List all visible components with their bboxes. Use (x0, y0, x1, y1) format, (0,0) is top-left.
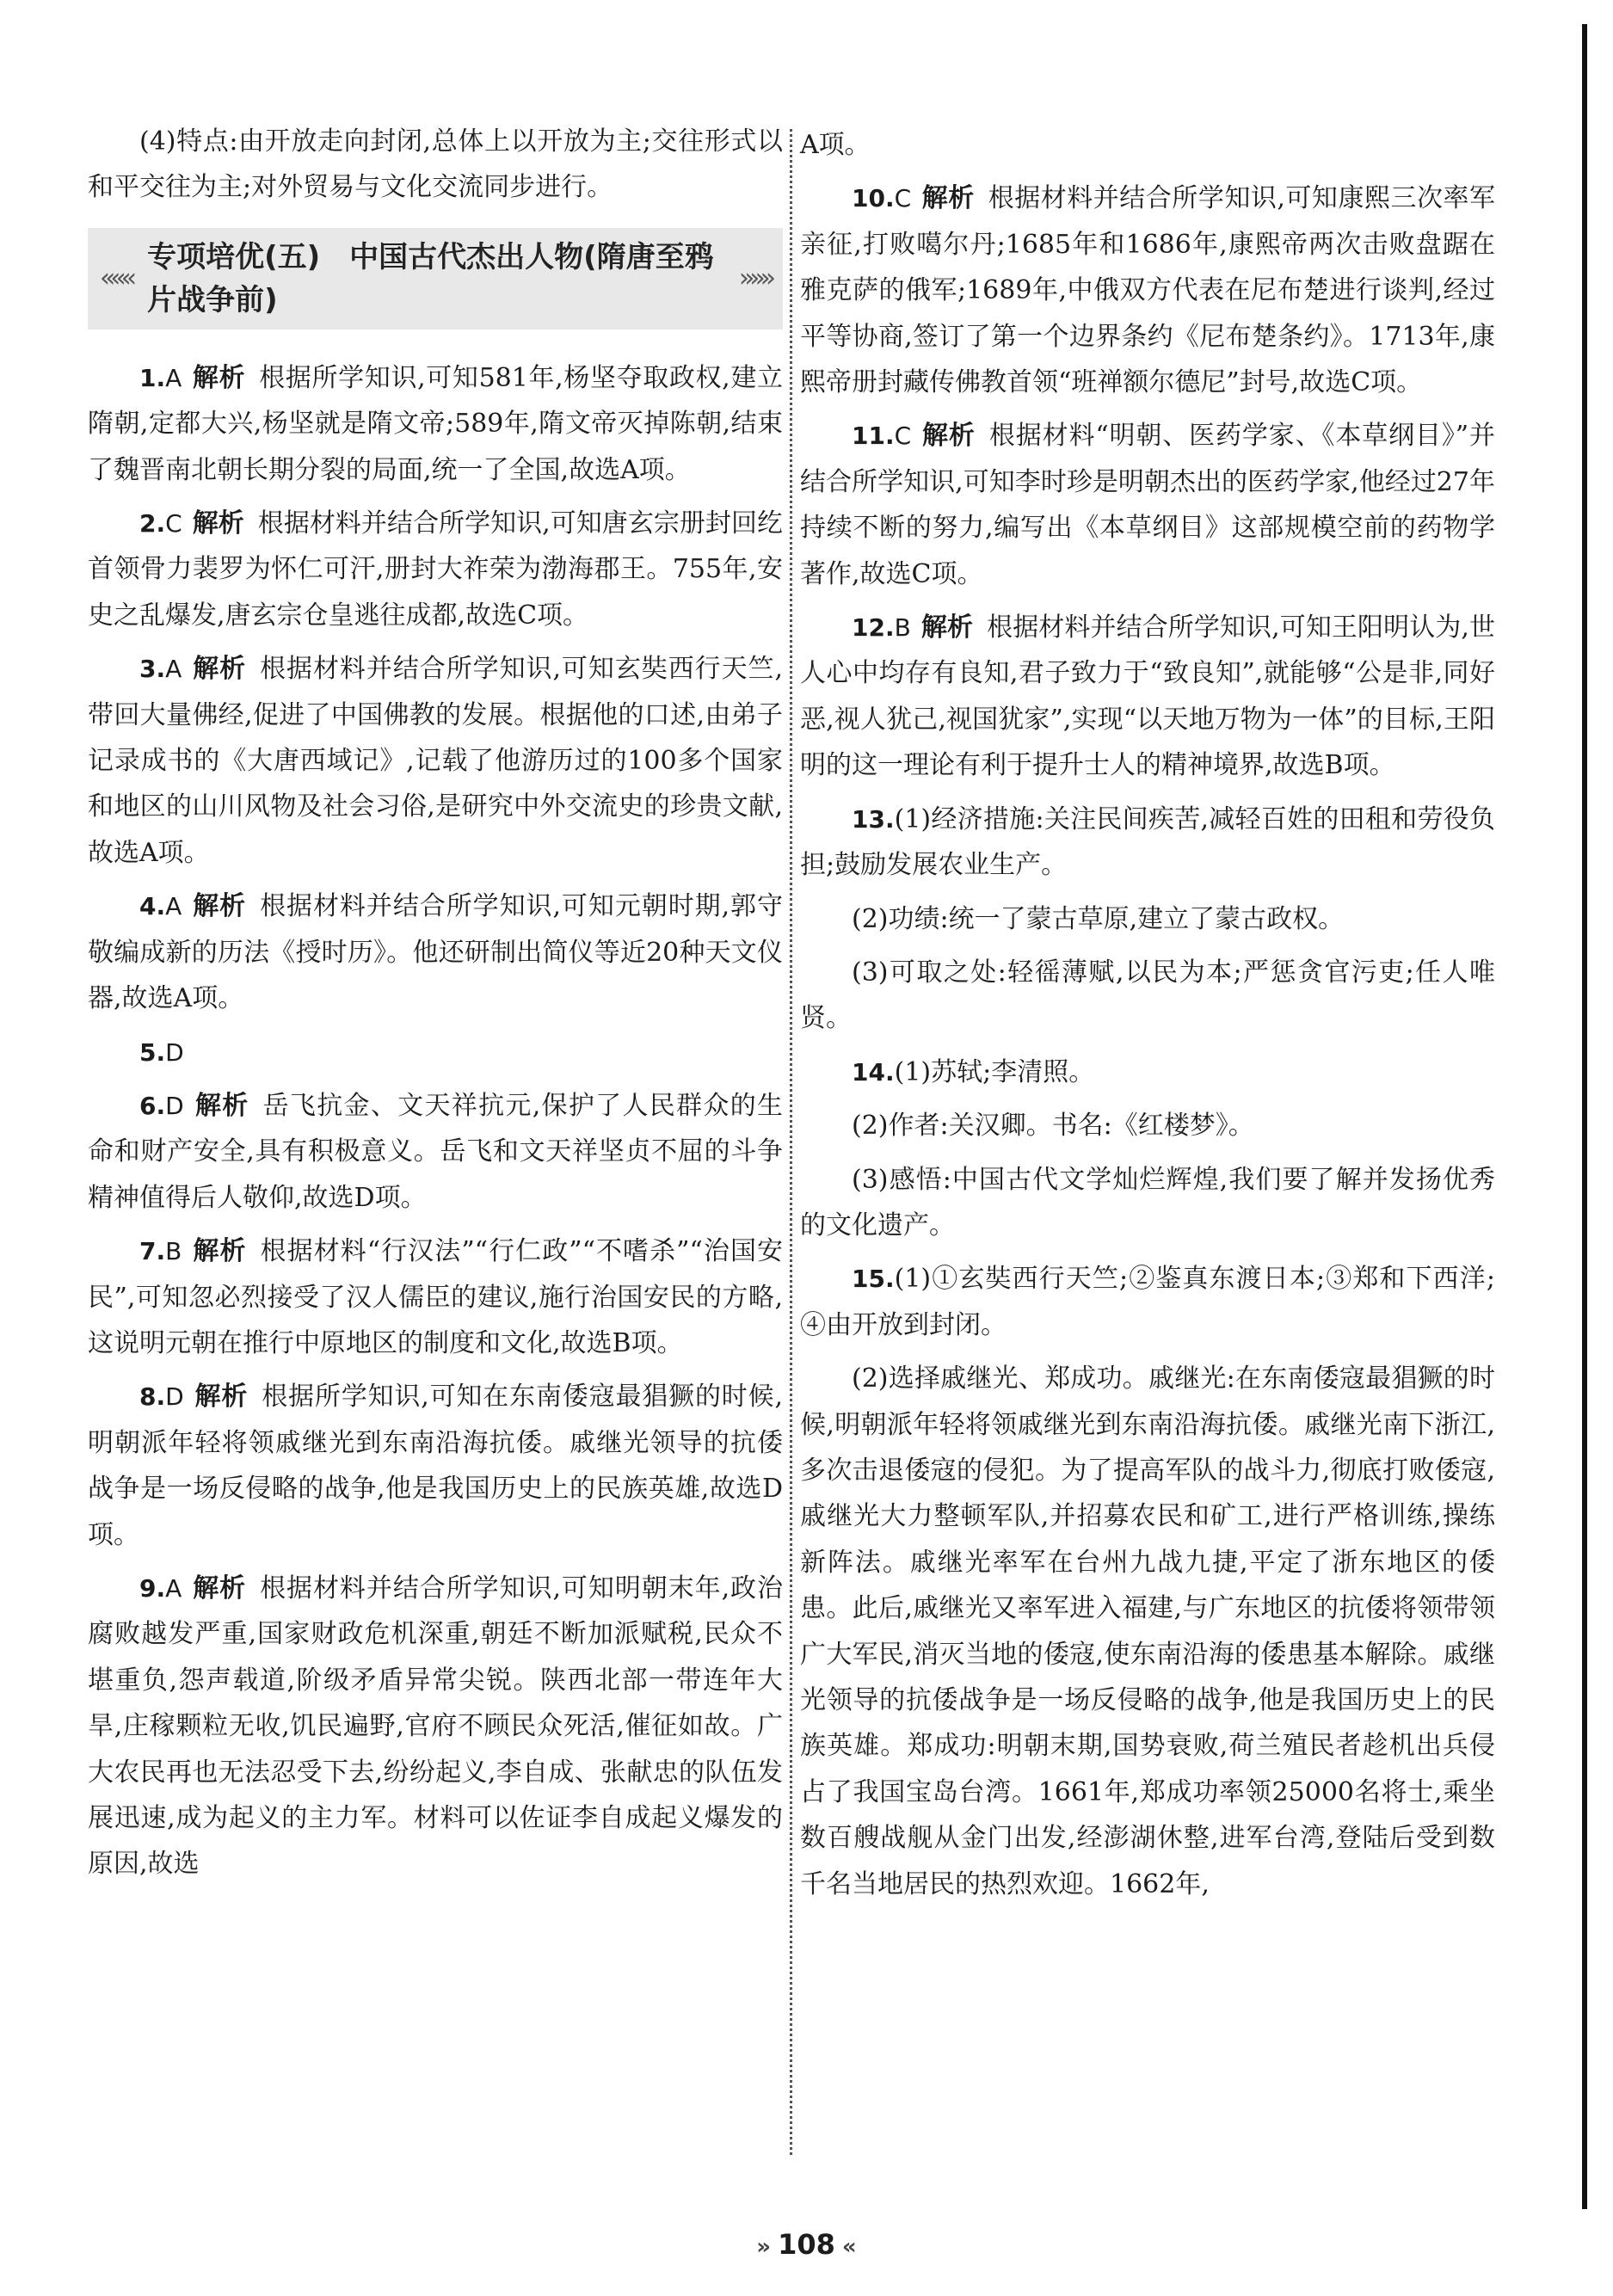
question-number: 6. (139, 1091, 166, 1120)
section-title: 专项培优(五) 中国古代杰出人物(隋唐至鸦片战争前) (147, 239, 714, 317)
answer-item (88, 883, 783, 1021)
answer-text: 根据材料并结合所学知识,可知玄奘西行天竺,带回大量佛经,促进了中国佛教的发展。根据他的口述,由弟子记录成书的《大唐西域记》,记载了他游历过的100多个国家和地区的山川风物及社会习俗,是研究中外交流史的珍贵文献,故选A项。 (88, 654, 783, 868)
analysis-tag: 解析 (192, 362, 246, 393)
answer-text: 根据材料并结合所学知识,可知元朝时期,郭守敬编成新的历法《授时历》。他还研制出简仪等近20种天文仪器,故选A项。 (88, 891, 783, 1014)
question-number: 13. (852, 804, 895, 834)
question-number: 5. (139, 1037, 166, 1067)
answer-text: 根据所学知识,可知581年,杨坚夺取政权,建立隋朝,定都大兴,杨坚就是隋文帝;589年,隋文帝灭掉陈朝,结束了魏晋南北朝长期分裂的局面,统一了全国,故选A项。 (88, 362, 783, 485)
answer-text: (4)特点:由开放走向封闭,总体上以开放为主;交往形式以和平交往为主;对外贸易与文化交流同步进行。 (88, 126, 783, 203)
double-chevron-left-icon: ««« (100, 263, 132, 294)
question-number: 11. (852, 422, 895, 451)
page-number: 108 (778, 2228, 835, 2261)
analysis-tag: 解析 (194, 1090, 249, 1121)
answer-item (800, 1356, 1495, 1907)
answer-letter: D (165, 1091, 184, 1120)
answer-text: 根据材料并结合所学知识,可知康熙三次率军亲征,打败噶尔丹;1685年和1686年,康熙帝两次击败盘踞在雅克萨的俄军;1689年,中俄双方代表在尼布楚进行谈判,经过平等协商,签订了第一个边界条约《尼布楚条约》。1713年,康熙帝册封藏传佛教首领“班禅额尔德尼”封号,故选C项。 (800, 183, 1495, 398)
analysis-tag: 解析 (192, 1236, 247, 1267)
analysis-tag: 解析 (921, 183, 975, 214)
answer-item (88, 646, 783, 876)
question-number: 10. (852, 184, 895, 213)
answer-item (800, 413, 1495, 597)
right-arrow-icon: » (756, 2234, 772, 2260)
answer-letter: C (894, 422, 912, 451)
left-column (88, 119, 783, 1895)
question-number: 15. (852, 1265, 895, 1294)
double-chevron-right-icon: »»» (738, 263, 771, 294)
answer-text: 根据材料“行汉法”“行仁政”“不嗜杀”“治国安民”,可知忽必烈接受了汉人儒臣的建议,施行治国安民的方略,这说明元朝在推行中原地区的制度和文化,故选B项。 (88, 1236, 784, 1358)
answer-item (88, 1030, 783, 1075)
answer-text: (2)选择戚继光、郑成功。戚继光:在东南倭寇最猖獗的时候,明朝派年轻将领戚继光到东南沿海抗倭。戚继光南下浙江,多次击退倭寇的侵犯。为了提高军队的战斗力,彻底打败倭寇,戚继光大力整顿军队,并招募农民和矿工,进行严格训练,操练新阵法。戚继光率军在台州九战九捷,平定了浙东地区的倭患。此后,戚继光又率军进入福建,与广东地区的抗倭将领带领广大军民,消灭当地的倭寇,使东南沿海的倭患基本解除。戚继光领导的抗倭战争是一场反侵略的战争,他是我国历史上的民族英雄。郑成功:明朝末期,国势衰败,荷兰殖民者趁机出兵侵占了我国宝岛台湾。1661年,郑成功率领25000名将士,乘坐数百艘战舰从金门出发,经澎湖休整,进军台湾,登陆后受到数千名当地居民的热烈欢迎。1662年, (800, 1363, 1495, 1899)
answer-text: (1)经济措施:关注民间疾苦,减轻百姓的田租和劳役负担;鼓励发展农业生产。 (800, 803, 1495, 881)
answer-text: (3)可取之处:轻徭薄赋,以民为本;严惩贪官污吏;任人唯贤。 (800, 957, 1495, 1034)
answer-text: 根据材料并结合所学知识,可知王阳明认为,世人心中均存有良知,君子致力于“致良知”,就能够“公是非,同好恶,视人犹己,视国犹家”,实现“以天地万物为一体”的目标,王阳明的这一理论有利于提升士人的精神境界,故选B项。 (800, 612, 1496, 781)
answer-text: 根据所学知识,可知在东南倭寇最猖獗的时候,明朝派年轻将领戚继光到东南沿海抗倭。戚继光领导的抗倭战争是一场反侵略的战争,他是我国历史上的民族英雄,故选D项。 (88, 1382, 784, 1550)
answer-item (800, 175, 1495, 405)
answer-text: (1)①玄奘西行天竺;②鉴真东渡日本;③郑和下西洋;④由开放到封闭。 (800, 1264, 1495, 1340)
section-banner (88, 228, 783, 329)
answer-item (88, 1566, 783, 1887)
answer-item (88, 119, 783, 211)
answer-letter: D (165, 1037, 184, 1067)
analysis-tag: 解析 (192, 508, 244, 539)
page-footer (0, 2228, 1613, 2261)
answer-letter: B (165, 1237, 182, 1266)
answer-item (88, 1228, 783, 1366)
answer-item (800, 1256, 1495, 1348)
answer-item (800, 122, 1495, 168)
answer-letter: C (894, 184, 912, 213)
answer-letter: A (165, 1573, 182, 1603)
answer-text: 根据材料“明朝、医药学家、《本草纲目》”并结合所学知识,可知李时珍是明朝杰出的医药学家,他经过27年持续不断的努力,编写出《本草纲目》这部规模空前的药物学著作,故选C项。 (800, 421, 1495, 589)
answer-letter: C (165, 509, 182, 539)
question-number: 7. (139, 1237, 166, 1266)
analysis-tag: 解析 (920, 612, 974, 643)
question-number: 12. (852, 613, 895, 643)
analysis-tag: 解析 (192, 891, 247, 922)
answer-item (88, 1083, 783, 1221)
analysis-tag: 解析 (192, 654, 247, 685)
question-number: 2. (139, 509, 166, 539)
question-number: 1. (139, 363, 166, 392)
analysis-tag: 解析 (921, 421, 976, 452)
analysis-tag: 解析 (194, 1382, 249, 1413)
answer-letter: A (165, 892, 182, 921)
answer-text: 根据材料并结合所学知识,可知明朝末年,政治腐败越发严重,国家财政危机深重,朝廷不断加派赋税,民众不堪重负,怨声载道,阶级矛盾异常尖锐。陕西北部一带连年大旱,庄稼颗粒无收,饥民遍野,官府不顾民众死活,催征如故。广大农民再也无法忍受下去,纷纷起义,李自成、张献忠的队伍发展迅速,成为起义的主力军。材料可以佐证李自成起义爆发的原因,故选 (88, 1573, 783, 1880)
question-number: 4. (139, 892, 166, 921)
answer-text: (3)感悟:中国古代文学灿烂辉煌,我们要了解并发扬优秀的文化遗产。 (800, 1164, 1495, 1240)
answer-item (800, 1103, 1495, 1148)
answer-text: (2)作者:关汉卿。书名:《红楼梦》。 (852, 1111, 1254, 1142)
answer-letter: D (165, 1382, 184, 1412)
page-edge-line (1582, 24, 1587, 2209)
answer-item (800, 605, 1495, 789)
answer-letter: B (894, 613, 911, 643)
answer-item (800, 1157, 1495, 1249)
question-number: 14. (852, 1057, 895, 1086)
answer-text: A项。 (800, 130, 871, 160)
answer-letter: A (165, 655, 182, 684)
answer-text: (2)功绩:统一了蒙古草原,建立了蒙古政权。 (852, 903, 1345, 934)
answer-item (88, 355, 783, 493)
answer-item (88, 1374, 783, 1558)
right-column (800, 122, 1495, 1915)
answer-text: 岳飞抗金、文天祥抗元,保护了人民群众的生命和财产安全,具有积极意义。岳飞和文天祥坚贞不屈的斗争精神值得后人敬仰,故选D项。 (88, 1090, 784, 1213)
analysis-tag: 解析 (192, 1573, 247, 1604)
column-divider (790, 129, 792, 2155)
answer-letter: A (165, 363, 182, 392)
answer-item (800, 950, 1495, 1042)
answer-item (800, 797, 1495, 889)
answer-item (800, 896, 1495, 942)
answer-text: 根据材料并结合所学知识,可知唐玄宗册封回纥首领骨力裴罗为怀仁可汗,册封大祚荣为渤海郡王。755年,安史之乱爆发,唐玄宗仓皇逃往成都,故选C项。 (88, 508, 783, 631)
question-number: 8. (139, 1382, 166, 1412)
answer-text: (1)苏轼;李清照。 (894, 1056, 1095, 1087)
answer-item (800, 1050, 1495, 1095)
question-number: 3. (139, 655, 166, 684)
answer-item (88, 501, 783, 638)
left-arrow-icon: « (841, 2234, 857, 2260)
question-number: 9. (139, 1573, 166, 1603)
